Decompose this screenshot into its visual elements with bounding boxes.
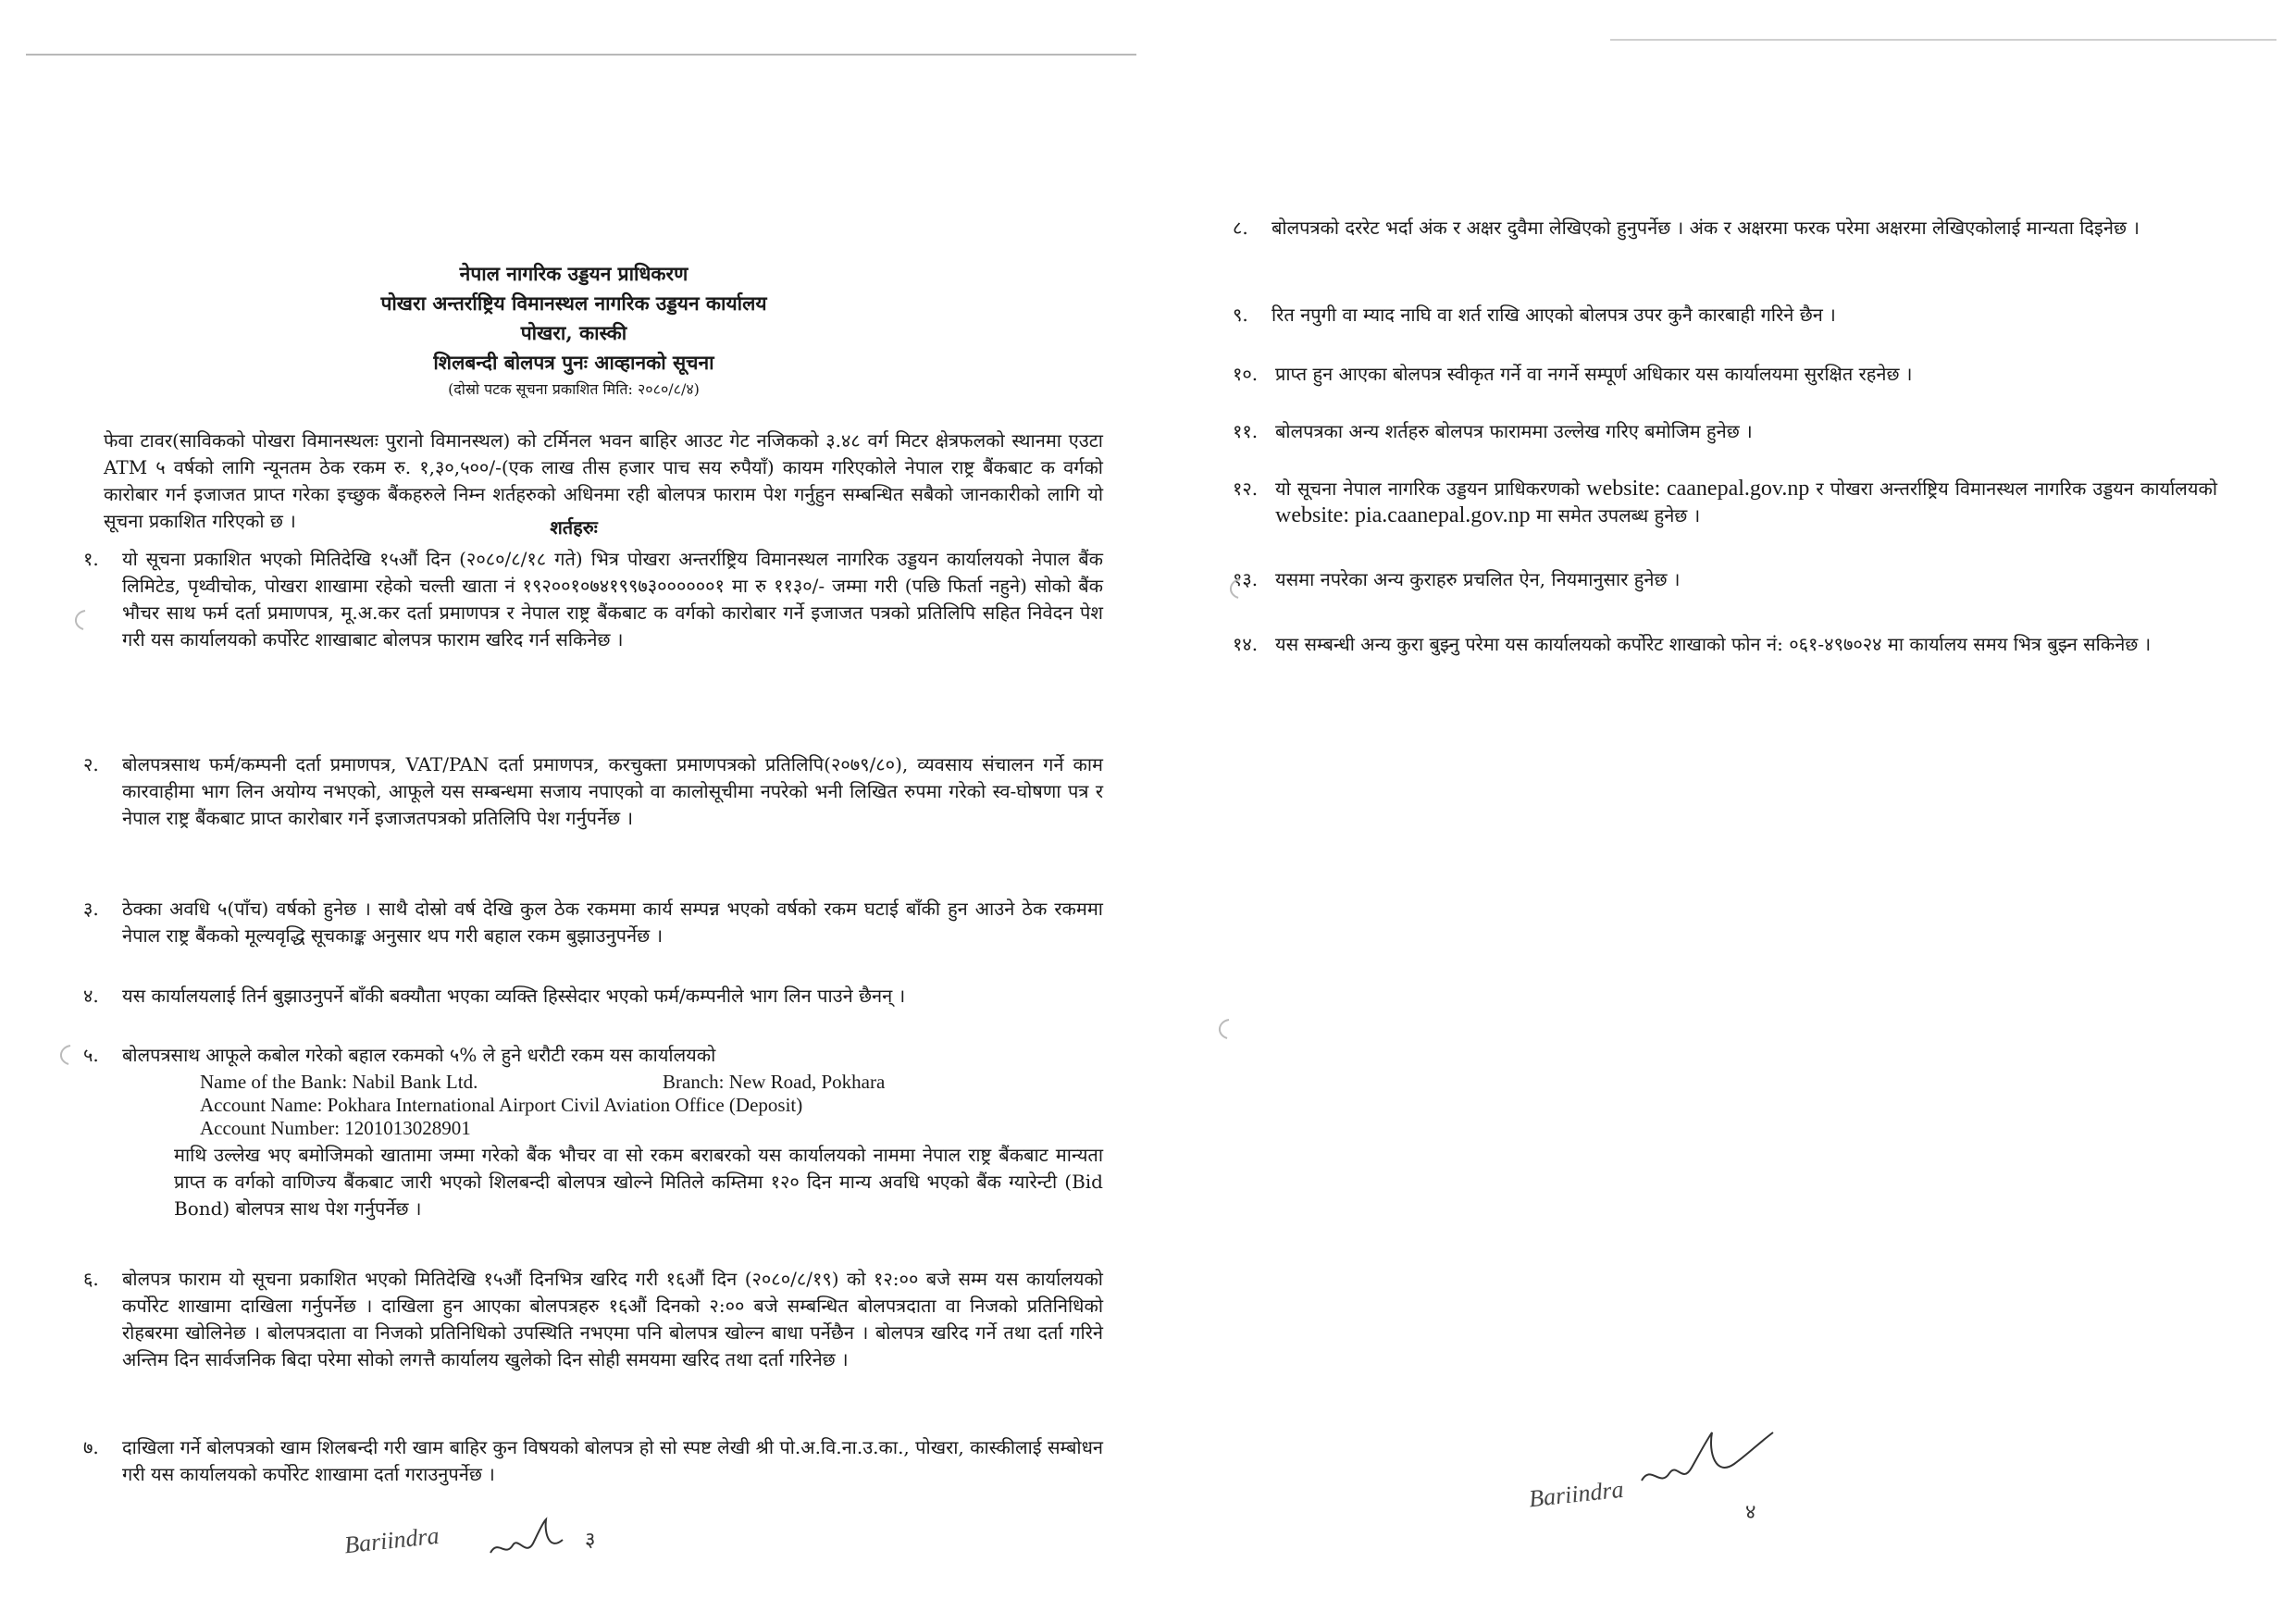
- condition-text: [1275, 476, 2217, 529]
- condition-number: ५.: [83, 1044, 99, 1066]
- org-name: नेपाल नागरिक उड्डयन प्राधिकरण: [459, 262, 688, 285]
- condition-number: १०.: [1233, 363, 1259, 385]
- condition-number: २.: [83, 753, 99, 775]
- condition-text: बोलपत्र फाराम यो सूचना प्रकाशित भएको मितिदेखि १५औं दिनभित्र खरिद गरी १६औं दिन (२०८०/८/१९) को १२:०० बजे सम्म यस कार्यालयको कर्पोरेट शाखामा दाखिला गर्नुपर्नेछ । दाखिला हुन आएका बोलपत्रहरु १६औं दिनको २:०० बजे सम्बन्धित बोलपत्रदाता वा निजको प्रतिनिधिको रोहबरमा खोलिनेछ । बोलपत्रदाता वा निजको प्रतिनिधिको उपस्थिति नभएमा पनि बोलपत्र खोल्न बाधा पर्नेछैन । बोलपत्र खरिद गर्ने तथा दर्ता गरिने अन्तिम दिन सार्वजनिक बिदा परेमा सोको लगत्तै कार्यालय खुलेको दिन सोही समयमा खरिद तथा दर्ता गरिनेछ ।: [122, 1268, 1103, 1370]
- condition-2: [83, 751, 1103, 832]
- signature-scribble: [489, 1516, 572, 1562]
- condition-text: प्राप्त हुन आएका बोलपत्र स्वीकृत गर्ने वा नगर्ने सम्पूर्ण अधिकार यस कार्यालयमा सुरक्षित रहनेछ ।: [1275, 363, 1913, 385]
- margin-mark: [1212, 1018, 1234, 1040]
- website-pia: website: pia.caanepal.gov.np: [1275, 503, 1531, 527]
- condition-1: [83, 546, 1103, 653]
- condition-4: [83, 983, 1103, 1010]
- account-name: Account Name: Pokhara International Airport Civil Aviation Office (Deposit): [200, 1094, 803, 1116]
- condition-9: [1233, 302, 2217, 329]
- condition-number: ११.: [1233, 420, 1259, 442]
- publish-date: (दोस्रो पटक सूचना प्रकाशित मिति: २०८०/८/४): [448, 380, 700, 398]
- intro-paragraph: फेवा टावर(साविकको पोखरा विमानस्थलः पुरानो विमानस्थल) को टर्मिनल भवन बाहिर आउट गेट नजिकको ३.४८ वर्ग मिटर क्षेत्रफलको स्थानमा एउटा ATM ५ वर्षको लागि न्यूनतम ठेक रकम रु. १,३०,५००/-(एक लाख तीस हजार पाच सय रुपैयाँ) कायम गरिएकोले नेपाल राष्ट्र बैंकबाट क वर्गको कारोबार गर्न इजाजत प्राप्त गरेका इच्छुक बैंकहरुले निम्न शर्तहरुको अधिनमा रही बोलपत्र फाराम पेश गर्नुहुन सम्बन्धित सबैको जानकारीको लागि यो सूचना प्रकाशित गरिएको छ ।: [104, 429, 1103, 532]
- condition-number: ८.: [1233, 217, 1248, 239]
- condition-13: [1233, 566, 2217, 593]
- condition-text-continued: माथि उल्लेख भए बमोजिमको खातामा जम्मा गरेको बैंक भौचर वा सो रकम बराबरको यस कार्यालयको नाममा नेपाल राष्ट्र बैंकबाट मान्यता प्राप्त क वर्गको वाणिज्य बैंकबाट जारी भएको शिलबन्दी बोलपत्र खोल्ने मितिले कम्तिमा १२० दिन मान्य अवधि भएको बैंक ग्यारेन्टी (Bid Bond) बोलपत्र साथ पेश गर्नुपर्नेछ ।: [174, 1144, 1103, 1220]
- margin-mark: [1223, 577, 1246, 600]
- condition-7: [83, 1434, 1103, 1488]
- condition-8: [1233, 215, 2217, 242]
- condition-text: यस कार्यालयलाई तिर्न बुझाउनुपर्ने बाँकी बक्यौता भएका व्यक्ति हिस्सेदार भएको फर्म/कम्पनीले भाग लिन पाउने छैनन् ।: [122, 985, 906, 1007]
- margin-mark: [68, 609, 91, 631]
- condition-text: यो सूचना प्रकाशित भएको मितिदेखि १५औं दिन (२०८०/८/१८ गते) भित्र पोखरा अन्तर्राष्ट्रिय विमानस्थल नागरिक उड्डयन कार्यालयको नेपाल बैंक लिमिटेड, पृथ्वीचोक, पोखरा शाखामा रहेको चल्ती खाता नं १९२००१०७४१९९७३००००००१ मा रु ११३०/- जम्मा गरी (पछि फिर्ता नहुने) सोको बैंक भौचर साथ फर्म दर्ता प्रमाणपत्र, मू.अ.कर दर्ता प्रमाणपत्र र नेपाल राष्ट्र बैंकबाट क वर्गको कारोबार गर्ने इजाजत पत्रको प्रतिलिपि सहित निवेदन पेश गरी यस कार्यालयको कर्पोरेट शाखाबाट बोलपत्र फाराम खरिद गर्न सकिनेछ ।: [122, 548, 1103, 651]
- condition-6: [83, 1266, 1103, 1373]
- condition-text-part: यो सूचना नेपाल नागरिक उड्डयन प्राधिकरणको: [1275, 477, 1581, 500]
- condition-text: बोलपत्रको दररेट भर्दा अंक र अक्षर दुवैमा लेखिएको हुनुपर्नेछ । अंक र अक्षरमा फरक परेमा अक्षरमा लेखिएकोलाई मान्यता दिइनेछ ।: [1272, 217, 2140, 239]
- office-location: पोखरा, कास्की: [520, 321, 627, 344]
- signature-name: Bariindra: [342, 1521, 440, 1559]
- condition-text: यसमा नपरेका अन्य कुराहरु प्रचलित ऐन, नियमानुसार हुनेछ ।: [1275, 568, 1681, 590]
- condition-number: १३.: [1233, 568, 1259, 590]
- condition-text: दाखिला गर्ने बोलपत्रको खाम शिलबन्दी गरी खाम बाहिर कुन विषयको बोलपत्र हो सो स्पष्ट लेखी श्री पो.अ.वि.ना.उ.का., पोखरा, कास्कीलाई सम्बोधन गरी यस कार्यालयको कर्पोरेट शाखामा दर्ता गराउनुपर्नेछ ।: [122, 1436, 1103, 1485]
- condition-text-part: मा समेत उपलब्ध हुनेछ ।: [1536, 504, 1701, 527]
- condition-12: [1233, 476, 2217, 529]
- condition-text: ठेक्का अवधि ५(पाँच) वर्षको हुनेछ । साथै दोस्रो वर्ष देखि कुल ठेक रकममा कार्य सम्पन्न भएको वर्षको रकम घटाई बाँकी हुन आउने ठेक रकममा नेपाल राष्ट्र बैंकको मूल्यवृद्धि सूचकाङ्क अनुसार थप गरी बहाल रकम बुझाउनुपर्नेछ ।: [122, 898, 1103, 947]
- condition-text: बोलपत्रका अन्य शर्तहरु बोलपत्र फाराममा उल्लेख गरिए बमोजिम हुनेछ ।: [1275, 420, 1753, 442]
- office-name: पोखरा अन्तर्राष्ट्रिय विमानस्थल नागरिक उड्डयन कार्यालय: [380, 291, 767, 315]
- condition-number: ९.: [1233, 304, 1248, 326]
- condition-number: ४.: [83, 985, 99, 1007]
- condition-text-part: र पोखरा अन्तर्राष्ट्रिय विमानस्थल नागरिक उड्डयन कार्यालयको: [1816, 477, 2217, 500]
- condition-number: ७.: [83, 1436, 99, 1458]
- bank-name: Name of the Bank: Nabil Bank Ltd.: [200, 1071, 478, 1093]
- condition-10: [1233, 361, 2217, 388]
- condition-number: १२.: [1233, 477, 1259, 500]
- bank-details: [200, 1071, 1103, 1140]
- signature-scribble: [1638, 1416, 1777, 1499]
- condition-14: [1233, 631, 2217, 658]
- notice-header: [0, 259, 1148, 402]
- conditions-heading: शर्तहरुः: [550, 516, 598, 539]
- condition-text: यस सम्बन्धी अन्य कुरा बुझ्नु परेमा यस कार्यालयको कर्पोरेट शाखाको फोन नं: ०६१-४९७०२४ मा कार्यालय समय भित्र बुझ्न सकिनेछ ।: [1275, 633, 2152, 655]
- condition-body: [122, 1042, 1103, 1222]
- condition-number: ३.: [83, 898, 99, 920]
- right-page: [1148, 0, 2295, 1624]
- bank-branch: Branch: New Road, Pokhara: [663, 1071, 886, 1093]
- account-number: Account Number: 1201013028901: [200, 1117, 471, 1139]
- condition-3: [83, 896, 1103, 949]
- condition-text: बोलपत्रसाथ आफूले कबोल गरेको बहाल रकमको ५% ले हुने धरौटी रकम यस कार्यालयको: [122, 1044, 716, 1066]
- margin-mark: [54, 1044, 76, 1066]
- signature-name: Bariindra: [1527, 1475, 1625, 1513]
- condition-5: [83, 1042, 1103, 1222]
- condition-number: १४.: [1233, 633, 1259, 655]
- page-number: ४: [1745, 1501, 1756, 1524]
- condition-text: बोलपत्रसाथ फर्म/कम्पनी दर्ता प्रमाणपत्र, VAT/PAN दर्ता प्रमाणपत्र, करचुक्ता प्रमाणपत्रको प्रतिलिपि(२०७९/८०), व्यवसाय संचालन गर्ने काम कारवाहीमा भाग लिन अयोग्य नभएको, आफूले यस सम्बन्धमा सजाय नपाएको वा कालोसूचीमा नपरेको भनी लिखित रुपमा गरेको स्व-घोषणा पत्र र नेपाल राष्ट्र बैंकबाट प्राप्त कारोबार गर्ने इजाजतपत्रको प्रतिलिपि पेश गर्नुपर्नेछ ।: [122, 753, 1103, 829]
- bank-row: [200, 1071, 1103, 1094]
- condition-11: [1233, 418, 2217, 445]
- website-caanepal: website: caanepal.gov.np: [1586, 477, 1810, 501]
- condition-text: रित नपुगी वा म्याद नाघि वा शर्त राखि आएको बोलपत्र उपर कुनै कारबाही गरिने छैन ।: [1272, 304, 1836, 326]
- condition-number: ६.: [83, 1268, 99, 1290]
- page-number: ३: [585, 1529, 596, 1552]
- notice-title: शिलबन्दी बोलपत्र पुनः आव्हानको सूचना: [433, 351, 714, 374]
- condition-number: १.: [83, 548, 99, 570]
